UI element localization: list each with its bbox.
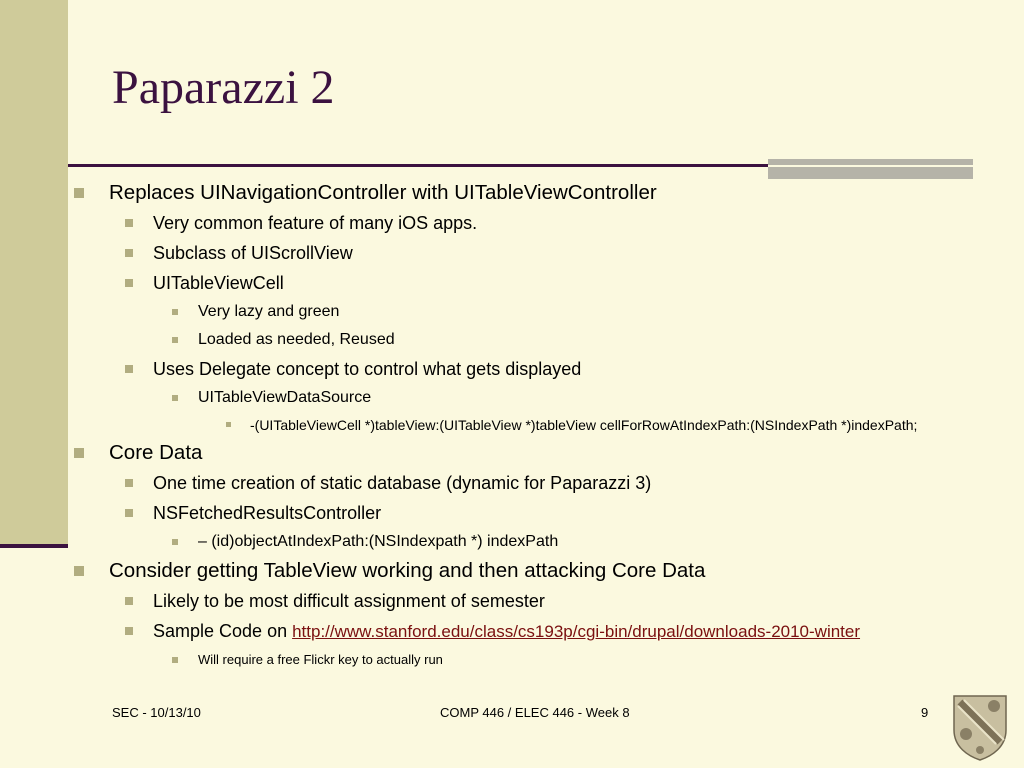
bullet-item-level-2 [72, 586, 1017, 616]
bullet-list [72, 178, 1017, 674]
bullet-marker-icon [125, 597, 133, 605]
bullet-item-level-1 [72, 438, 1017, 468]
bullet-marker-icon [74, 448, 84, 458]
bullet-text: Core Data [109, 441, 203, 464]
bullet-marker-icon [172, 657, 178, 663]
bullet-text: UITableViewCell [153, 273, 284, 293]
bullet-text: Consider getting TableView working and then attacking Core Data [109, 559, 706, 582]
bullet-text: Loaded as needed, Reused [198, 331, 395, 348]
bullet-item-level-3 [72, 646, 1017, 674]
title-underline [68, 164, 768, 167]
bullet-item-level-2 [72, 208, 1017, 238]
crest-logo-icon [950, 692, 1010, 762]
bullet-item-level-3 [72, 298, 1017, 326]
bullet-text: One time creation of static database (dynamic for Paparazzi 3) [153, 473, 652, 493]
bullet-marker-icon [172, 337, 178, 343]
bullet-marker-icon [172, 395, 178, 401]
bullet-marker-icon [125, 219, 133, 227]
page-number: 9 [921, 705, 929, 720]
sample-code-link[interactable]: http://www.stanford.edu/class/cs193p/cgi-bin/drupal/downloads-2010-winter [292, 622, 861, 641]
bullet-text: Subclass of UIScrollView [153, 243, 353, 263]
bullet-item-level-2 [72, 354, 1017, 384]
bullet-item-level-1 [72, 178, 1017, 208]
bullet-marker-icon [125, 365, 133, 373]
bullet-item-level-2 [72, 268, 1017, 298]
bullet-text: Will require a free Flickr key to actually run [198, 652, 443, 667]
bullet-marker-icon [125, 509, 133, 517]
bullet-text: Uses Delegate concept to control what gets displayed [153, 359, 582, 379]
bullet-text: -(UITableViewCell *)tableView:(UITableView *)tableView cellForRowAtIndexPath:(NSIndexPath *)indexPath; [250, 417, 918, 433]
bullet-item-level-3 [72, 326, 1017, 354]
bullet-item-level-2 [72, 616, 1017, 646]
bullet-marker-icon [172, 539, 178, 545]
bullet-marker-icon [125, 479, 133, 487]
bullet-item-level-2 [72, 498, 1017, 528]
bullet-text: Replaces UINavigationController with UITableViewController [109, 181, 657, 204]
bullet-marker-icon [172, 309, 178, 315]
slide-title: Paparazzi 2 [112, 61, 335, 114]
title-underline-accent [768, 159, 973, 179]
bullet-marker-icon [74, 188, 84, 198]
bullet-marker-icon [74, 566, 84, 576]
bullet-item-level-1 [72, 556, 1017, 586]
bullet-item-level-3 [72, 384, 1017, 412]
bullet-text: Very common feature of many iOS apps. [153, 213, 478, 233]
bullet-marker-icon [125, 279, 133, 287]
bullet-marker-icon [125, 627, 133, 635]
bullet-item-level-2 [72, 468, 1017, 498]
bullet-text: Likely to be most difficult assignment of semester [153, 591, 545, 611]
bullet-item-level-2 [72, 238, 1017, 268]
footer-date: SEC - 10/13/10 [112, 705, 201, 720]
bullet-text: NSFetchedResultsController [153, 503, 382, 523]
footer-course: COMP 446 / ELEC 446 - Week 8 [440, 705, 630, 720]
bullet-text: UITableViewDataSource [198, 389, 372, 406]
bullet-marker-icon [125, 249, 133, 257]
bullet-text: – (id)objectAtIndexPath:(NSIndexpath *) indexPath [198, 533, 559, 550]
left-decorative-band [0, 0, 68, 548]
bullet-item-level-4 [72, 412, 1017, 438]
bullet-marker-icon [226, 422, 231, 427]
bullet-text: Sample Code on [153, 621, 293, 641]
left-band-rule [0, 544, 68, 548]
bullet-item-level-3 [72, 528, 1017, 556]
bullet-text: Very lazy and green [198, 303, 340, 320]
